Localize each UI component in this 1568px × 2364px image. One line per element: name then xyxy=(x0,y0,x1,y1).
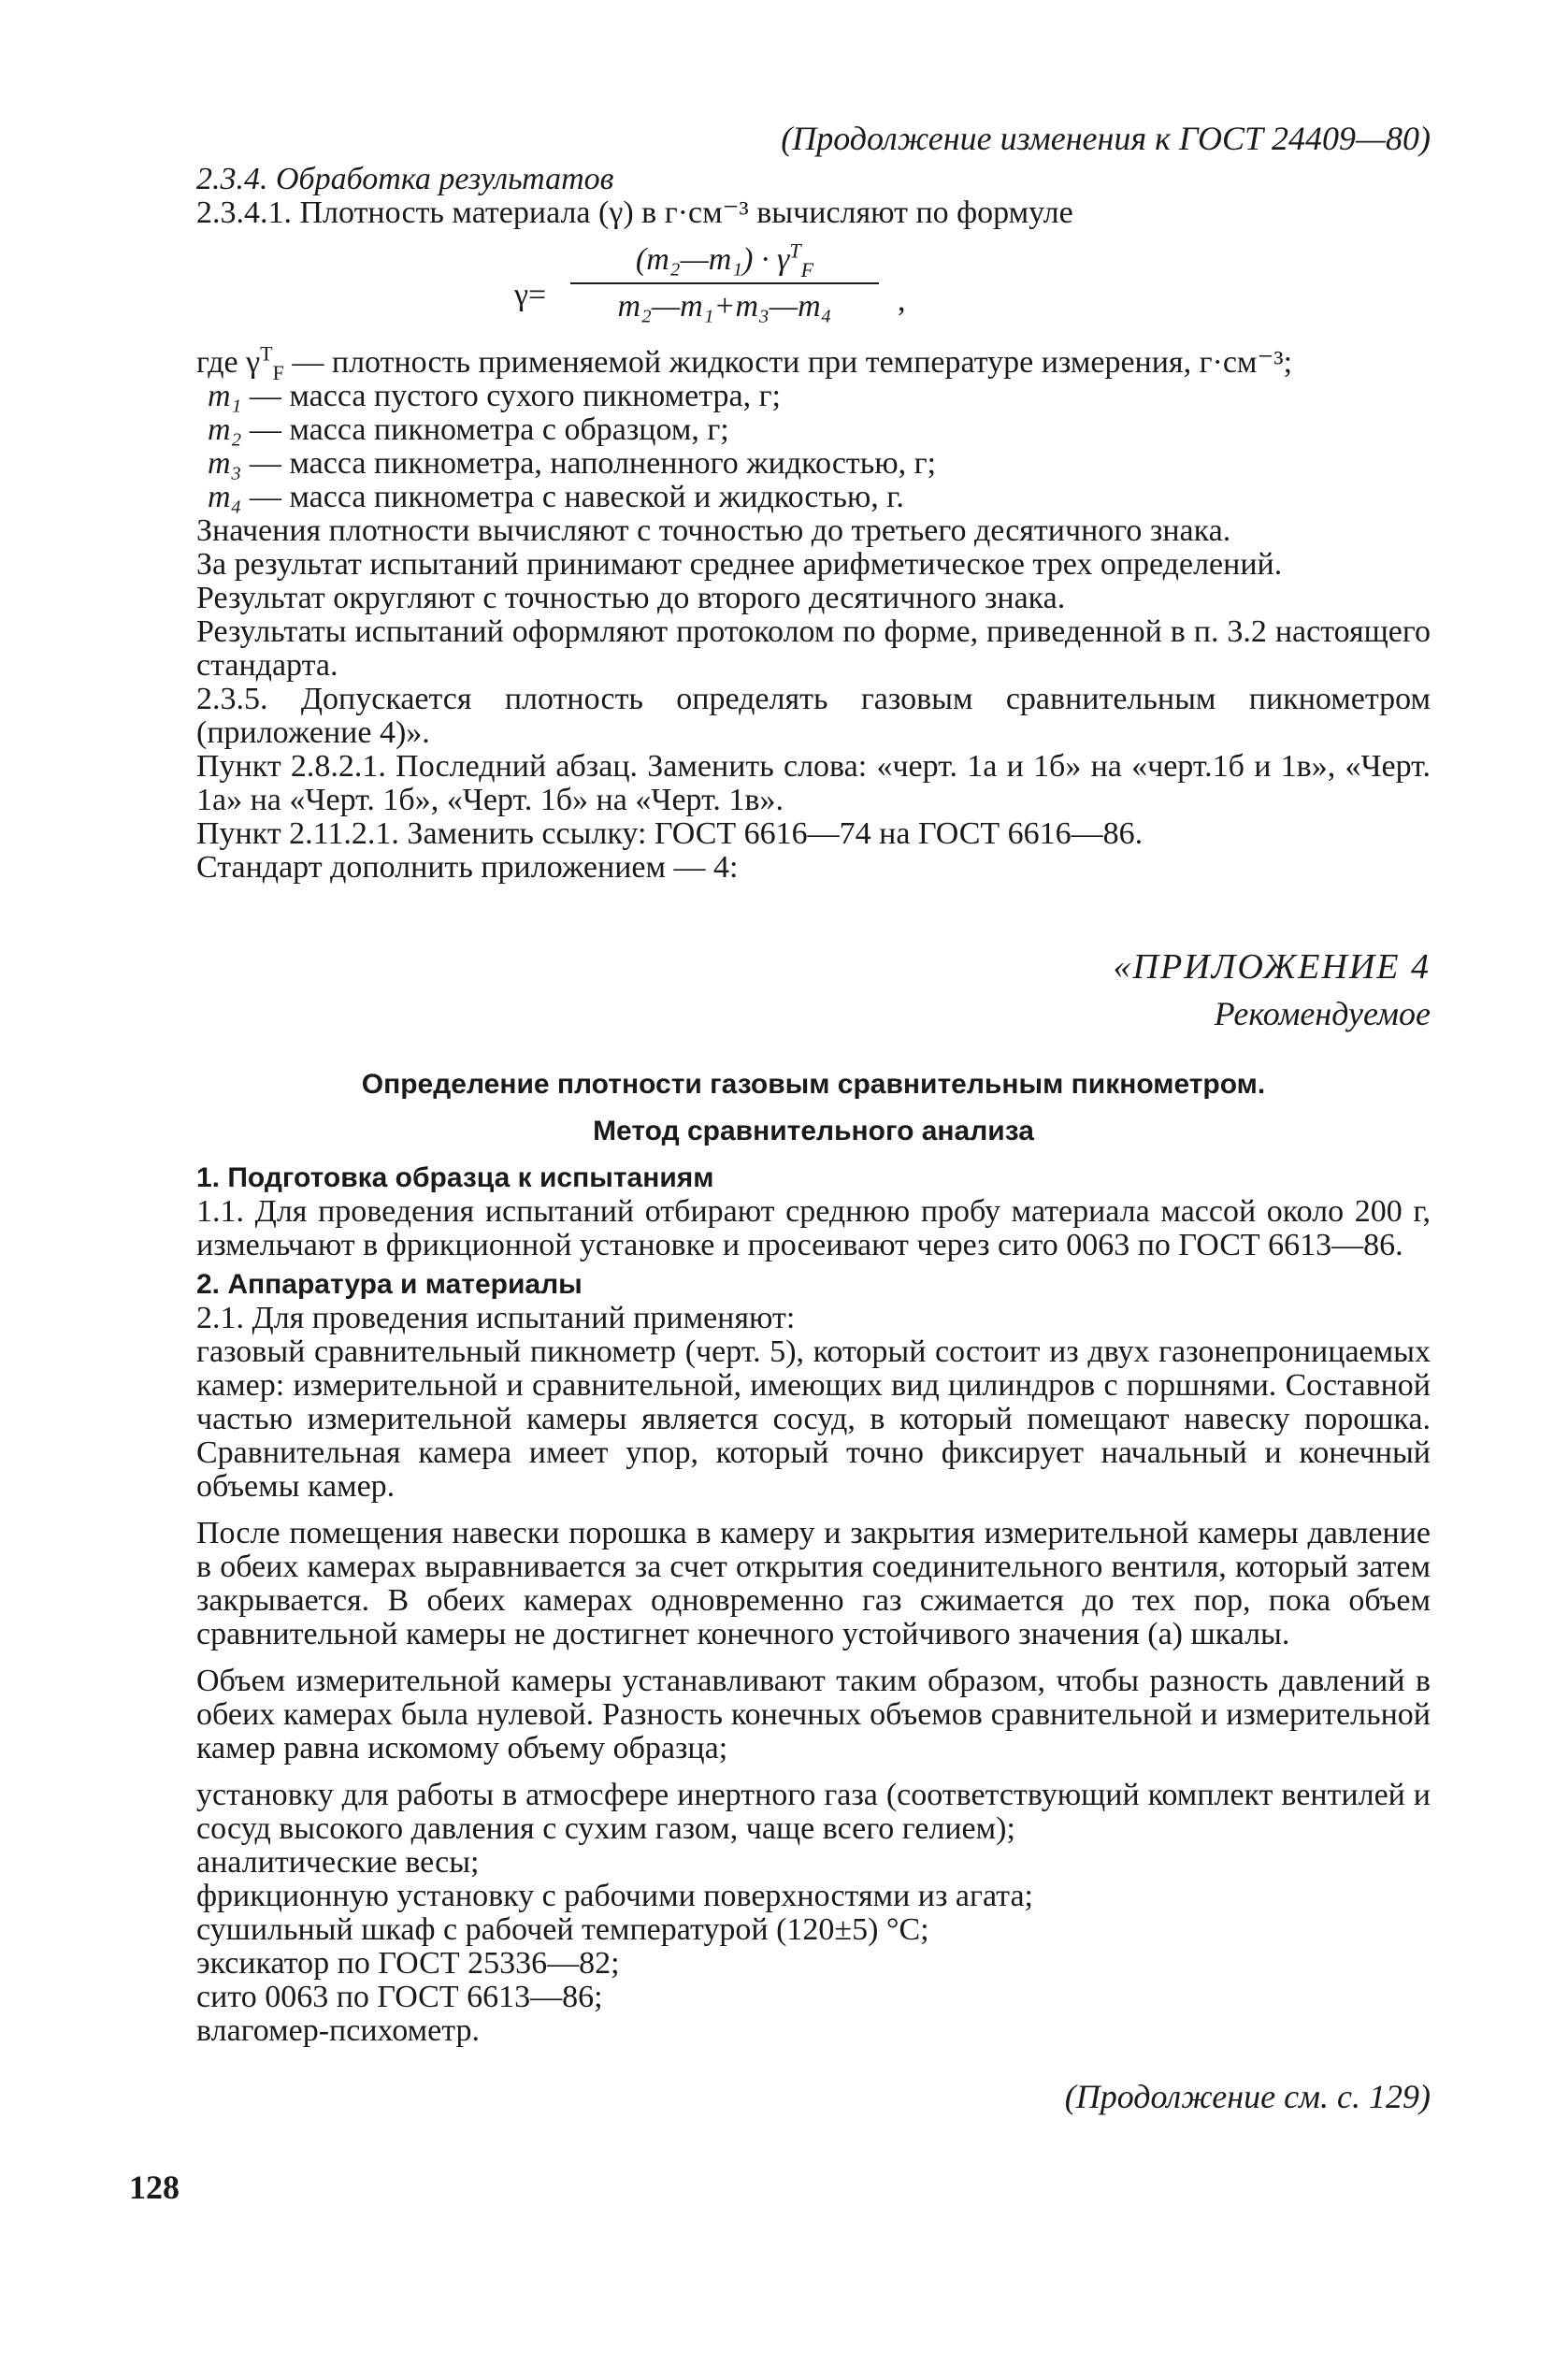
paragraph-pycnometer: газовый сравнительный пикнометр (черт. 5), который состоит из двух газонепроницаемых камер: измерительной и сравнительной, имеющих вид цилиндров с поршнями. Составной частью измерительной камеры является сосуд, в который помещают навеску порошка. Сравнительная камера имеет упор, который точно фиксирует начальный и конечный объемы камер. xyxy=(196,1334,1431,1504)
definition-gamma: где $\gamma^T_F$ — плотность применяемой жидкости при температуре измерения, г·см⁻³; xyxy=(196,341,1293,384)
section-title-2-3-4: 2.3.4. Обработка результатов xyxy=(196,162,614,196)
formula-lhs: γ= xyxy=(514,278,547,312)
paragraph-supplement: Стандарт дополнить приложением — 4: xyxy=(196,850,739,885)
definition-m2: m₂ — масса пикнометра с образцом, г; xyxy=(208,412,729,447)
appendix-title: «ПРИЛОЖЕНИЕ 4 xyxy=(1113,947,1431,987)
document-page xyxy=(196,122,1431,2113)
paragraph-2-1: 2.1. Для проведения испытаний применяют: xyxy=(196,1301,796,1335)
paragraph-pressure: После помещения навески порошка в камеру и закрытия измерительной камеры давление в обеих камерах выравнивается за счет открытия соединительного вентиля, который затем закрывается. В обеих камерах одновременно газ сжимается до тех пор, пока объем сравнительной камеры не достигнет конечного устойчивого значения (a) шкалы. xyxy=(196,1516,1431,1651)
list-item: влагомер-психометр. xyxy=(196,2013,480,2048)
running-head: (Продолжение изменения к ГОСТ 24409—80) xyxy=(781,120,1431,157)
paragraph-2-11-2-1: Пункт 2.11.2.1. Заменить ссылку: ГОСТ 6616—74 на ГОСТ 6616—86. xyxy=(196,816,1144,851)
fraction-bar xyxy=(570,282,879,284)
appendix-heading: Определение плотности газовым сравнительным пикнометром. xyxy=(361,1069,1266,1100)
paragraph-2-8-2-1: Пункт 2.8.2.1. Последний абзац. Заменить слова: «черт. 1а и 1б» на «черт.1б и 1в», «Черт. 1а» на «Черт. 1б», «Черт. 1б» на «Черт. 1в». xyxy=(196,749,1431,817)
definition-m3: m₃ — масса пикнометра, наполненного жидкостью, г; xyxy=(208,446,937,481)
list-item: сито 0063 по ГОСТ 6613—86; xyxy=(196,1980,603,2014)
list-item: фрикционную установку с рабочими поверхностями из агата; xyxy=(196,1879,1033,1913)
appendix-method: Метод сравнительного анализа xyxy=(593,1116,1034,1146)
definition-m4: m₄ — масса пикнометра с навеской и жидкостью, г. xyxy=(208,480,904,514)
paragraph-protocol: Результаты испытаний оформляют протоколом по форме, приведенной в п. 3.2 настоящего стандарта. xyxy=(196,614,1431,683)
list-item: аналитические весы; xyxy=(196,1845,480,1880)
paragraph-density-precision: Значения плотности вычисляют с точностью до третьего десятичного знака. xyxy=(196,513,1231,548)
paragraph-2-3-5: 2.3.5. Допускается плотность определять газовым сравнительным пикнометром (приложение 4)». xyxy=(196,682,1431,750)
continued-note: (Продолжение см. с. 129) xyxy=(1064,2078,1431,2115)
formula-denominator: m₂—m₁+m₃—m₄ xyxy=(617,289,832,324)
paragraph-volume: Объем измерительной камеры устанавливают таким образом, чтобы разность давлений в обеих камерах была нулевой. Разность конечных объемов сравнительной и измерительной камер равна искомому объему образца; xyxy=(196,1664,1431,1766)
paragraph-1-1: 1.1. Для проведения испытаний отбирают среднюю пробу материала массой около 200 г, измельчают в фрикционной установке и просеивают через сито 0063 по ГОСТ 6613—86. xyxy=(196,1194,1431,1262)
page-number: 128 xyxy=(129,2169,180,2206)
paragraph-2-3-4-1: 2.3.4.1. Плотность материала (γ) в г·см⁻³ вычисляют по формуле xyxy=(196,195,1073,230)
paragraph-result-average: За результат испытаний принимают среднее арифметическое трех определений. xyxy=(196,547,1283,582)
definition-m1: m₁ — масса пустого сухого пикнометра, г; xyxy=(208,379,781,413)
paragraph-result-round: Результат округляют с точностью до второго десятичного знака. xyxy=(196,581,1066,615)
list-item: сушильный шкаф с рабочей температурой (120±5) °C; xyxy=(196,1912,929,1947)
equipment-list xyxy=(196,1846,1431,2048)
list-item: эксикатор по ГОСТ 25336—82; xyxy=(196,1946,620,1981)
section-2-title: 2. Аппаратура и материалы xyxy=(196,1269,583,1300)
formula-tail: , xyxy=(898,283,906,318)
section-1-title: 1. Подготовка образца к испытаниям xyxy=(196,1162,714,1193)
variable-definitions xyxy=(196,341,1431,514)
paragraph-inert-gas: установку для работы в атмосфере инертного газа (соответствующий комплект вентилей и сосуд высокого давления с сухим газом, чаще всего гелием); xyxy=(196,1778,1431,1846)
appendix-subtitle: Рекомендуемое xyxy=(1214,995,1431,1032)
formula-numerator: (m₂—m₁) · $\gamma^T_F$ xyxy=(635,238,814,281)
density-formula xyxy=(196,238,1431,342)
